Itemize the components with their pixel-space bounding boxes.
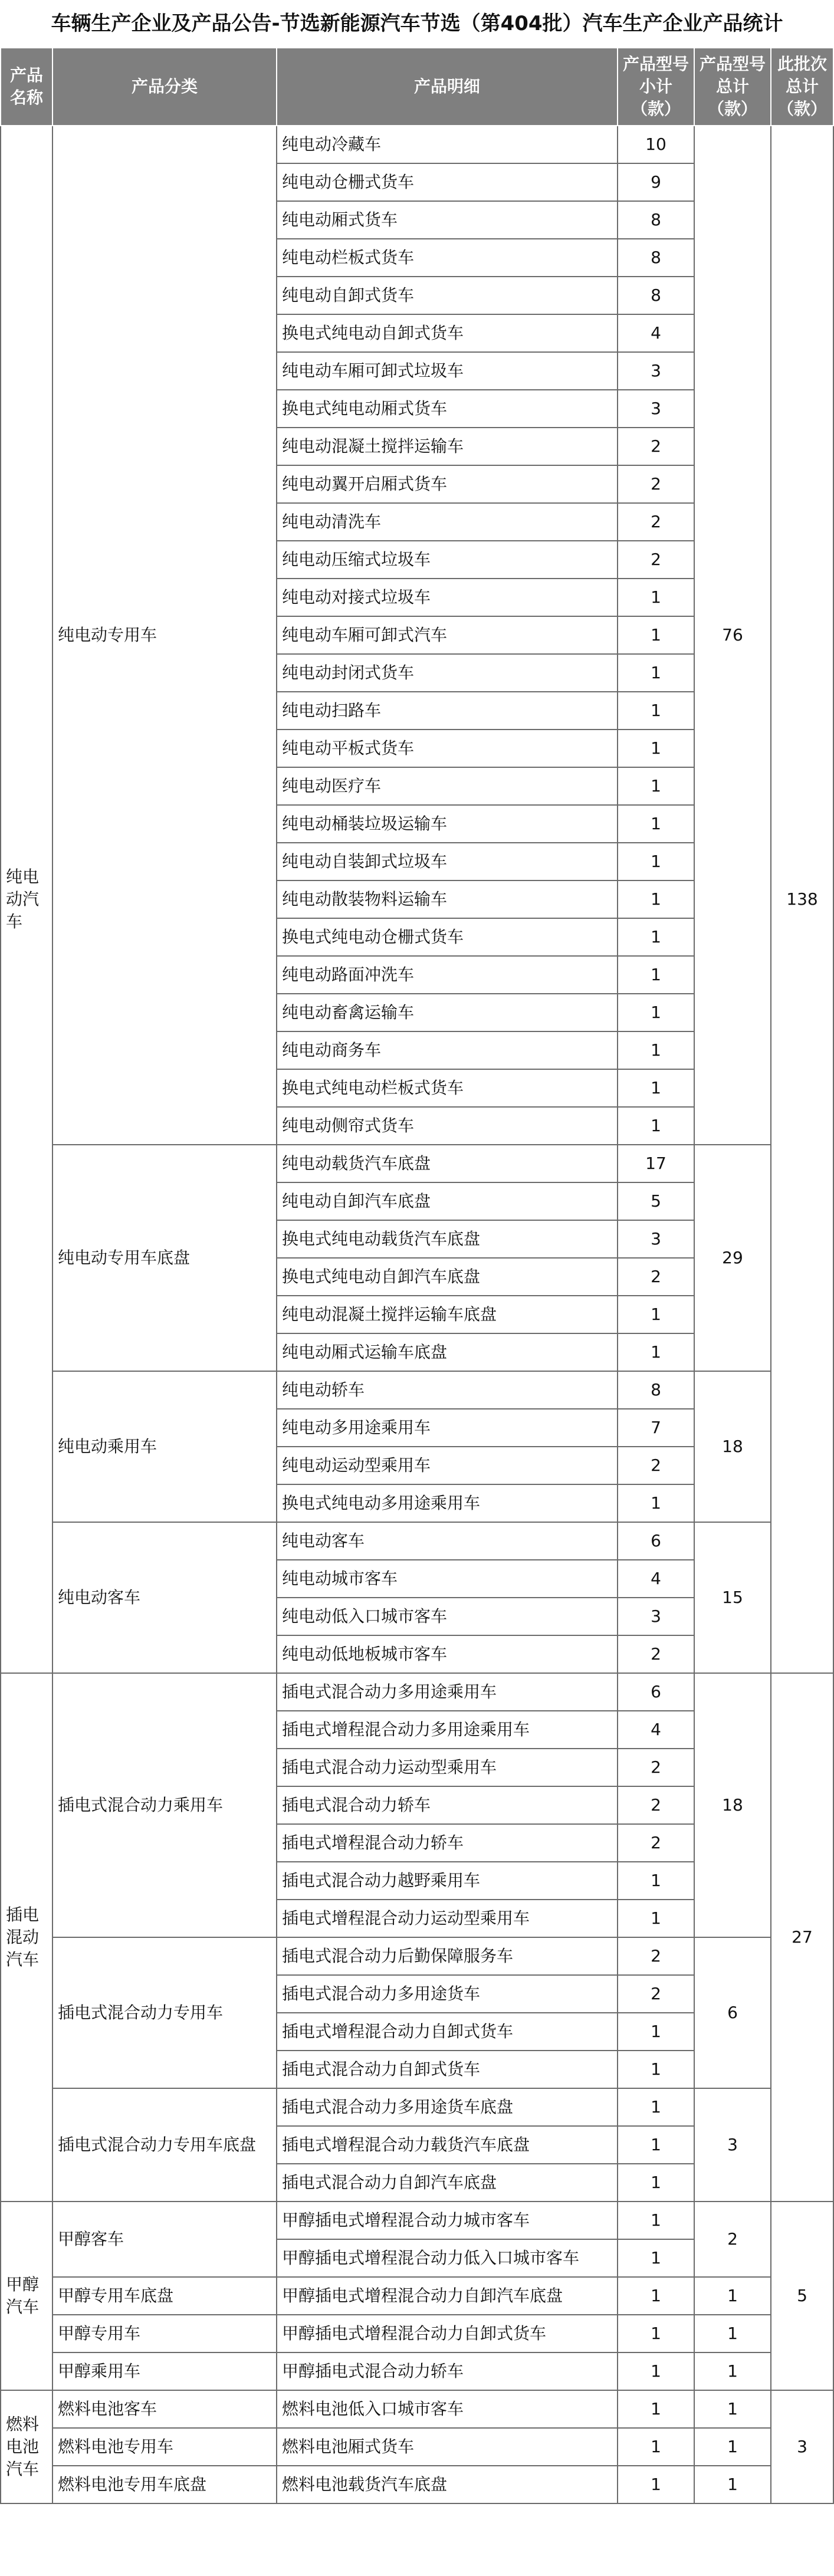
item-count-cell: 1 xyxy=(618,2428,694,2466)
item-name-cell: 换电式纯电动栏板式货车 xyxy=(277,1069,618,1107)
item-count-cell: 2 xyxy=(618,1824,694,1862)
item-count-cell: 1 xyxy=(618,2088,694,2126)
group-name-cell: 燃料电池汽车 xyxy=(1,2390,52,2503)
item-count-cell: 1 xyxy=(618,994,694,1031)
item-name-cell: 插电式增程混合动力轿车 xyxy=(277,1824,618,1862)
item-count-cell: 9 xyxy=(618,163,694,201)
item-name-cell: 纯电动散装物料运输车 xyxy=(277,880,618,918)
item-count-cell: 1 xyxy=(618,1107,694,1145)
item-name-cell: 纯电动商务车 xyxy=(277,1031,618,1069)
item-name-cell: 甲醇插电式增程混合动力自卸式货车 xyxy=(277,2315,618,2352)
category-name-cell: 燃料电池专用车底盘 xyxy=(52,2466,277,2503)
table-row xyxy=(1,126,833,163)
item-name-cell: 甲醇插电式增程混合动力低入口城市客车 xyxy=(277,2239,618,2277)
item-name-cell: 纯电动扫路车 xyxy=(277,692,618,730)
item-count-cell: 1 xyxy=(618,2390,694,2428)
item-count-cell: 3 xyxy=(618,390,694,428)
category-name-cell: 甲醇专用车 xyxy=(52,2315,277,2352)
item-name-cell: 插电式混合动力多用途货车 xyxy=(277,1975,618,2013)
item-name-cell: 纯电动栏板式货车 xyxy=(277,239,618,277)
item-name-cell: 插电式混合动力自卸汽车底盘 xyxy=(277,2164,618,2202)
item-name-cell: 纯电动混凝土搅拌运输车 xyxy=(277,428,618,465)
item-count-cell: 1 xyxy=(618,2239,694,2277)
item-count-cell: 2 xyxy=(618,428,694,465)
category-name-cell: 燃料电池客车 xyxy=(52,2390,277,2428)
item-name-cell: 纯电动多用途乘用车 xyxy=(277,1409,618,1447)
table-row xyxy=(1,2428,833,2466)
item-name-cell: 纯电动城市客车 xyxy=(277,1560,618,1598)
category-total-cell: 18 xyxy=(694,1673,771,1937)
category-total-cell: 1 xyxy=(694,2428,771,2466)
category-total-cell: 1 xyxy=(694,2352,771,2390)
item-name-cell: 纯电动平板式货车 xyxy=(277,730,618,767)
table-row xyxy=(1,2202,833,2239)
item-count-cell: 2 xyxy=(618,1786,694,1824)
category-name-cell: 甲醇专用车底盘 xyxy=(52,2277,277,2315)
table-body xyxy=(1,126,833,2503)
category-name-cell: 插电式混合动力专用车底盘 xyxy=(52,2088,277,2202)
table-row xyxy=(1,1371,833,1409)
category-total-cell: 18 xyxy=(694,1371,771,1522)
item-name-cell: 纯电动清洗车 xyxy=(277,503,618,541)
item-name-cell: 纯电动翼开启厢式货车 xyxy=(277,465,618,503)
item-name-cell: 纯电动对接式垃圾车 xyxy=(277,579,618,616)
category-total-cell: 76 xyxy=(694,126,771,1145)
item-name-cell: 纯电动自装卸式垃圾车 xyxy=(277,843,618,880)
category-total-cell: 1 xyxy=(694,2315,771,2352)
item-count-cell: 2 xyxy=(618,1937,694,1975)
item-count-cell: 1 xyxy=(618,805,694,843)
item-name-cell: 换电式纯电动自卸式货车 xyxy=(277,314,618,352)
item-count-cell: 2 xyxy=(618,1635,694,1673)
item-name-cell: 插电式增程混合动力载货汽车底盘 xyxy=(277,2126,618,2164)
header-subtotal: 产品型号小计（款） xyxy=(618,48,694,126)
item-name-cell: 纯电动封闭式货车 xyxy=(277,654,618,692)
item-count-cell: 2 xyxy=(618,1447,694,1484)
item-name-cell: 纯电动仓栅式货车 xyxy=(277,163,618,201)
item-count-cell: 2 xyxy=(618,1975,694,2013)
group-name-cell: 甲醇汽车 xyxy=(1,2202,52,2390)
item-name-cell: 燃料电池载货汽车底盘 xyxy=(277,2466,618,2503)
item-count-cell: 1 xyxy=(618,767,694,805)
item-count-cell: 1 xyxy=(618,2277,694,2315)
page-title: 车辆生产企业及产品公告-节选新能源汽车节选（第404批）汽车生产企业产品统计 xyxy=(51,12,783,35)
item-name-cell: 换电式纯电动载货汽车底盘 xyxy=(277,1220,618,1258)
item-count-cell: 3 xyxy=(618,1220,694,1258)
item-name-cell: 纯电动运动型乘用车 xyxy=(277,1447,618,1484)
category-name-cell: 纯电动客车 xyxy=(52,1522,277,1673)
item-count-cell: 8 xyxy=(618,277,694,314)
item-count-cell: 4 xyxy=(618,1711,694,1749)
category-name-cell: 插电式混合动力专用车 xyxy=(52,1937,277,2088)
category-total-cell: 1 xyxy=(694,2390,771,2428)
header-product-name: 产品名称 xyxy=(1,48,52,126)
item-count-cell: 1 xyxy=(618,880,694,918)
item-count-cell: 1 xyxy=(618,1333,694,1371)
category-total-cell: 3 xyxy=(694,2088,771,2202)
item-count-cell: 1 xyxy=(618,2126,694,2164)
item-name-cell: 纯电动冷藏车 xyxy=(277,126,618,163)
item-name-cell: 纯电动客车 xyxy=(277,1522,618,1560)
item-name-cell: 纯电动车厢可卸式垃圾车 xyxy=(277,352,618,390)
category-name-cell: 甲醇客车 xyxy=(52,2202,277,2277)
item-name-cell: 插电式混合动力轿车 xyxy=(277,1786,618,1824)
item-name-cell: 甲醇插电式混合动力轿车 xyxy=(277,2352,618,2390)
item-count-cell: 1 xyxy=(618,1862,694,1900)
item-name-cell: 纯电动自卸汽车底盘 xyxy=(277,1182,618,1220)
batch-total-cell: 138 xyxy=(771,126,833,1673)
item-count-cell: 5 xyxy=(618,1182,694,1220)
item-count-cell: 1 xyxy=(618,654,694,692)
item-count-cell: 1 xyxy=(618,2164,694,2202)
item-count-cell: 6 xyxy=(618,1522,694,1560)
item-count-cell: 1 xyxy=(618,692,694,730)
item-name-cell: 纯电动路面冲洗车 xyxy=(277,956,618,994)
item-count-cell: 1 xyxy=(618,956,694,994)
item-count-cell: 1 xyxy=(618,1031,694,1069)
item-name-cell: 纯电动低地板城市客车 xyxy=(277,1635,618,1673)
item-count-cell: 2 xyxy=(618,1749,694,1786)
item-name-cell: 换电式纯电动多用途乘用车 xyxy=(277,1484,618,1522)
table-row xyxy=(1,2088,833,2126)
table-row xyxy=(1,2352,833,2390)
item-name-cell: 纯电动轿车 xyxy=(277,1371,618,1409)
item-count-cell: 2 xyxy=(618,503,694,541)
item-name-cell: 纯电动畜禽运输车 xyxy=(277,994,618,1031)
item-name-cell: 插电式混合动力自卸式货车 xyxy=(277,2051,618,2088)
category-name-cell: 燃料电池专用车 xyxy=(52,2428,277,2466)
item-name-cell: 纯电动车厢可卸式汽车 xyxy=(277,616,618,654)
table-row xyxy=(1,2466,833,2503)
item-count-cell: 6 xyxy=(618,1673,694,1711)
item-name-cell: 插电式增程混合动力运动型乘用车 xyxy=(277,1900,618,1937)
group-name-cell: 纯电动汽车 xyxy=(1,126,52,1673)
item-count-cell: 1 xyxy=(618,2013,694,2051)
item-name-cell: 纯电动厢式货车 xyxy=(277,201,618,239)
item-name-cell: 插电式混合动力越野乘用车 xyxy=(277,1862,618,1900)
item-count-cell: 8 xyxy=(618,239,694,277)
table-row xyxy=(1,2390,833,2428)
batch-total-cell: 27 xyxy=(771,1673,833,2202)
item-name-cell: 甲醇插电式增程混合动力自卸汽车底盘 xyxy=(277,2277,618,2315)
item-count-cell: 17 xyxy=(618,1145,694,1182)
item-count-cell: 1 xyxy=(618,730,694,767)
item-count-cell: 1 xyxy=(618,1069,694,1107)
item-count-cell: 1 xyxy=(618,2352,694,2390)
item-count-cell: 3 xyxy=(618,1598,694,1635)
item-name-cell: 插电式混合动力后勤保障服务车 xyxy=(277,1937,618,1975)
item-name-cell: 纯电动混凝土搅拌运输车底盘 xyxy=(277,1296,618,1333)
category-name-cell: 纯电动专用车 xyxy=(52,126,277,1145)
item-name-cell: 换电式纯电动厢式货车 xyxy=(277,390,618,428)
item-count-cell: 1 xyxy=(618,2315,694,2352)
item-count-cell: 1 xyxy=(618,1484,694,1522)
item-name-cell: 纯电动桶装垃圾运输车 xyxy=(277,805,618,843)
category-total-cell: 1 xyxy=(694,2466,771,2503)
item-count-cell: 1 xyxy=(618,1900,694,1937)
group-name-cell: 插电混动汽车 xyxy=(1,1673,52,2202)
batch-total-cell: 5 xyxy=(771,2202,833,2390)
category-total-cell: 2 xyxy=(694,2202,771,2277)
item-name-cell: 纯电动自卸式货车 xyxy=(277,277,618,314)
table-row xyxy=(1,1522,833,1560)
item-count-cell: 1 xyxy=(618,2051,694,2088)
item-count-cell: 1 xyxy=(618,918,694,956)
item-name-cell: 纯电动医疗车 xyxy=(277,767,618,805)
item-name-cell: 纯电动侧帘式货车 xyxy=(277,1107,618,1145)
table-row xyxy=(1,2277,833,2315)
item-count-cell: 2 xyxy=(618,465,694,503)
category-name-cell: 纯电动乘用车 xyxy=(52,1371,277,1522)
item-name-cell: 换电式纯电动仓栅式货车 xyxy=(277,918,618,956)
item-count-cell: 2 xyxy=(618,541,694,579)
table-row xyxy=(1,1937,833,1975)
item-count-cell: 3 xyxy=(618,352,694,390)
item-count-cell: 1 xyxy=(618,579,694,616)
header-category: 产品分类 xyxy=(52,48,277,126)
item-name-cell: 纯电动压缩式垃圾车 xyxy=(277,541,618,579)
category-total-cell: 15 xyxy=(694,1522,771,1673)
category-total-cell: 1 xyxy=(694,2277,771,2315)
table-row xyxy=(1,2315,833,2352)
item-count-cell: 2 xyxy=(618,1258,694,1296)
product-statistics-table xyxy=(0,47,834,2504)
item-name-cell: 纯电动低入口城市客车 xyxy=(277,1598,618,1635)
table-row xyxy=(1,1673,833,1711)
item-count-cell: 10 xyxy=(618,126,694,163)
item-count-cell: 4 xyxy=(618,314,694,352)
batch-total-cell: 3 xyxy=(771,2390,833,2503)
item-name-cell: 燃料电池低入口城市客车 xyxy=(277,2390,618,2428)
item-name-cell: 纯电动载货汽车底盘 xyxy=(277,1145,618,1182)
category-name-cell: 纯电动专用车底盘 xyxy=(52,1145,277,1371)
item-name-cell: 插电式混合动力运动型乘用车 xyxy=(277,1749,618,1786)
item-name-cell: 插电式增程混合动力多用途乘用车 xyxy=(277,1711,618,1749)
category-total-cell: 29 xyxy=(694,1145,771,1371)
item-count-cell: 4 xyxy=(618,1560,694,1598)
table-row xyxy=(1,1145,833,1182)
category-total-cell: 6 xyxy=(694,1937,771,2088)
header-detail: 产品明细 xyxy=(277,48,618,126)
item-count-cell: 1 xyxy=(618,843,694,880)
item-name-cell: 甲醇插电式增程混合动力城市客车 xyxy=(277,2202,618,2239)
header-row xyxy=(1,48,833,126)
item-name-cell: 换电式纯电动自卸汽车底盘 xyxy=(277,1258,618,1296)
item-count-cell: 8 xyxy=(618,201,694,239)
item-count-cell: 1 xyxy=(618,616,694,654)
category-name-cell: 甲醇乘用车 xyxy=(52,2352,277,2390)
item-count-cell: 8 xyxy=(618,1371,694,1409)
header-batch-total: 此批次总计（款） xyxy=(771,48,833,126)
header-total: 产品型号总计（款） xyxy=(694,48,771,126)
item-count-cell: 1 xyxy=(618,1296,694,1333)
item-name-cell: 纯电动厢式运输车底盘 xyxy=(277,1333,618,1371)
item-count-cell: 1 xyxy=(618,2202,694,2239)
item-name-cell: 插电式混合动力多用途乘用车 xyxy=(277,1673,618,1711)
item-count-cell: 7 xyxy=(618,1409,694,1447)
item-name-cell: 插电式混合动力多用途货车底盘 xyxy=(277,2088,618,2126)
item-name-cell: 燃料电池厢式货车 xyxy=(277,2428,618,2466)
category-name-cell: 插电式混合动力乘用车 xyxy=(52,1673,277,1937)
item-count-cell: 1 xyxy=(618,2466,694,2503)
item-name-cell: 插电式增程混合动力自卸式货车 xyxy=(277,2013,618,2051)
